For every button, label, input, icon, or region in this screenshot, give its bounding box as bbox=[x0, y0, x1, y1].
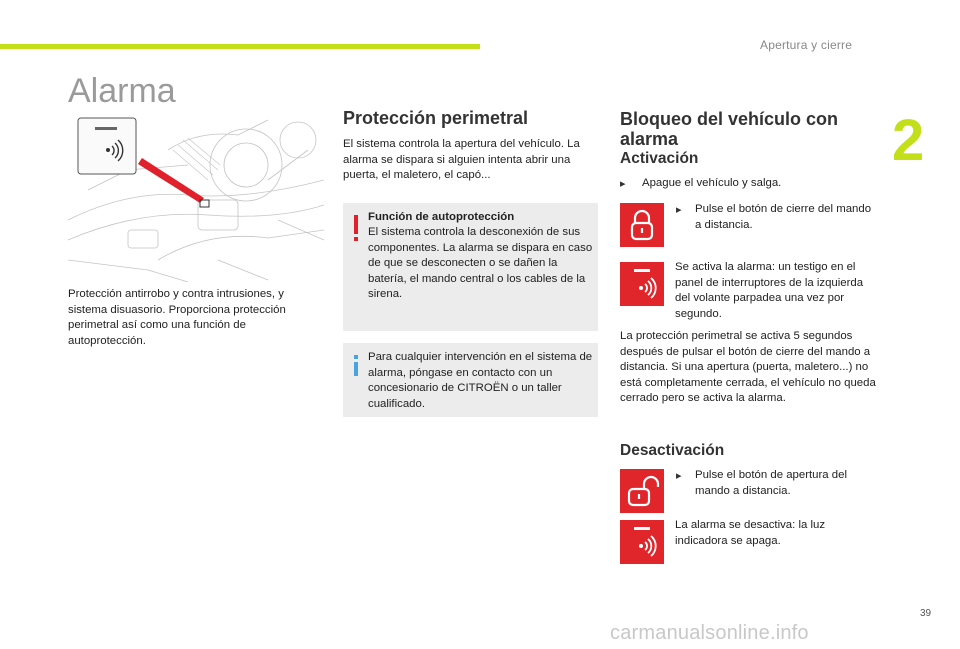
deactivation-step1: Pulse el botón de apertura del mando a distancia. bbox=[695, 469, 847, 497]
bloqueo-title: Bloqueo del vehículo con alarma bbox=[620, 109, 839, 149]
lock-open-icon bbox=[620, 469, 664, 513]
figure-caption: Protección antirrobo y contra intrusiones, y sistema disuasorio. Proporciona protección perimetral así como una función de autoprotección. bbox=[68, 288, 286, 347]
running-title: Apertura y cierre bbox=[760, 38, 853, 52]
info-box bbox=[343, 343, 598, 417]
warning-text: El sistema controla la desconexión de sus componentes. La alarma se dispara en caso de que se desconecten o se dañen la batería, el mando central o los cables de la sirena. bbox=[368, 226, 593, 300]
activation-step1: Apague el vehículo y salga. bbox=[642, 177, 782, 189]
header-accent-bar bbox=[0, 44, 480, 49]
bullet-icon: ▸ bbox=[676, 204, 682, 216]
chapter-number: 2 bbox=[892, 108, 925, 173]
perimetral-intro: El sistema controla la apertura del vehículo. La alarma se dispara si alguien intenta abrir una puerta, el maletero, el capó... bbox=[343, 138, 580, 181]
bullet-icon: ▸ bbox=[620, 178, 626, 190]
activation-step2: Pulse el botón de cierre del mando a distancia. bbox=[695, 203, 872, 231]
alarm-button-icon bbox=[620, 262, 664, 306]
deactivation-title: Desactivación bbox=[620, 442, 725, 459]
dashboard-illustration bbox=[68, 110, 324, 282]
dashboard-drawing bbox=[68, 110, 324, 282]
activation-title: Activación bbox=[620, 150, 699, 167]
deactivation-note: La alarma se desactiva: la luz indicadora se apaga. bbox=[675, 519, 826, 547]
warning-box bbox=[343, 203, 598, 331]
page-title: Alarma bbox=[68, 72, 176, 110]
bullet-icon: ▸ bbox=[676, 470, 682, 482]
alarm-button-icon bbox=[620, 520, 664, 564]
watermark: carmanualsonline.info bbox=[610, 622, 809, 644]
perimetral-title: Protección perimetral bbox=[343, 108, 529, 128]
lock-closed-icon bbox=[620, 203, 664, 247]
page-number: 39 bbox=[920, 608, 932, 619]
activation-paragraph: La protección perimetral se activa 5 segundos después de pulsar el botón de cierre del mando a distancia. Si una apertura (puerta, maletero...) no está completamente cerrada, el vehículo no queda cerrado pero se activa la alarma. bbox=[620, 330, 876, 404]
info-text: Para cualquier intervención en el sistema de alarma, póngase en contacto con un concesionario de CITROËN o un taller cualificado. bbox=[368, 351, 593, 410]
activation-note: Se activa la alarma: un testigo en el panel de interruptores de la izquierda del volante parpadea una vez por segundo. bbox=[675, 261, 864, 320]
warning-title: Función de autoprotección bbox=[368, 211, 515, 223]
